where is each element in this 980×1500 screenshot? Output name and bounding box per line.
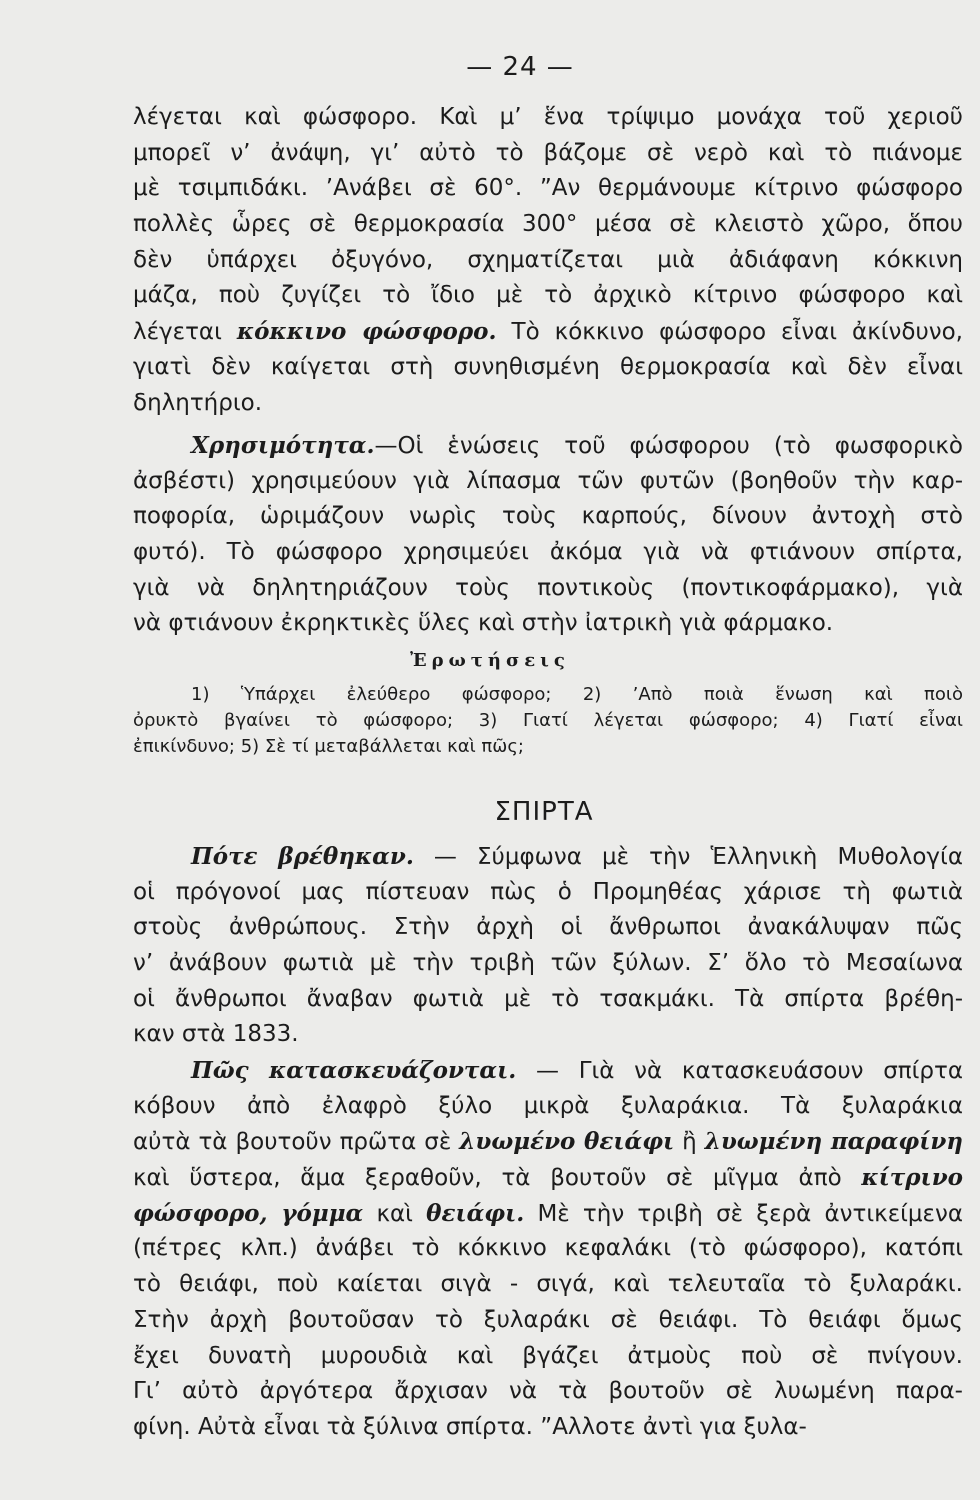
text-line: γιατὶ δὲν καίγεται στὴ συνηθισμένη θερμοκρασία καὶ δὲν εἶναι: [133, 353, 963, 380]
paragraph-usefulness: [133, 428, 963, 642]
text-line: [133, 1160, 963, 1196]
text-line: ν’ ἀνάβουν φωτιὰ μὲ τὴν τριβὴ τῶν ξύλων. Σ’ ὅλο τὸ Μεσαίωνα: [133, 950, 963, 977]
text-line: οἱ ἄνθρωποι ἄναβαν φωτιὰ μὲ τὸ τσακμάκι. Τὰ σπίρτα βρέθη-: [133, 985, 963, 1012]
text-line: δὲν ὑπάρχει ὀξυγόνο, σχηματίζεται μιὰ ἀδιάφανη κόκκινη: [133, 246, 963, 273]
section-heading-matches: ΣΠΙΡΤΑ: [494, 797, 594, 827]
questions-title: Ἐρωτήσεις: [410, 650, 570, 671]
paragraph-when-found: [133, 839, 963, 1053]
emphasis-term: Χρησιμότητα.: [191, 432, 375, 459]
text-line: τὸ θειάφι, ποὺ καίεται σιγὰ - σιγά, καὶ τελευταῖα τὸ ξυλαράκι.: [133, 1271, 963, 1298]
text-line: ἔχει δυνατὴ μυρουδιὰ καὶ βγάζει ἀτμοὺς ποὺ σὲ πνίγουν.: [133, 1342, 963, 1369]
text-line: [133, 839, 963, 875]
text-run: καὶ: [363, 1200, 427, 1227]
paragraph-phosphorus-properties: [133, 100, 963, 421]
text-line: Στὴν ἀρχὴ βουτοῦσαν τὸ ξυλαράκι σὲ θειάφι. Τὸ θειάφι ὅμως: [133, 1306, 963, 1333]
text-run: — Γιὰ νὰ κατασκευάσουν σπίρτα: [516, 1058, 964, 1084]
text-run: — Σύμφωνα μὲ τὴν Ἑλληνικὴ Μυθολογία: [413, 844, 963, 870]
text-run: καὶ ὕστερα, ἅμα ξεραθοῦν, τὰ βουτοῦν σὲ μῖγμα ἀπὸ: [133, 1165, 862, 1192]
text-line: γιὰ νὰ δηλητηριάζουν τοὺς ποντικοὺς (ποντικοφάρμακο), γιὰ: [133, 574, 963, 601]
text-line: μπορεῖ ν’ ἀνάψη, γι’ αὐτὸ τὸ βάζομε σὲ νερὸ καὶ τὸ πιάνομε: [133, 139, 963, 166]
questions-list: [133, 682, 963, 760]
text-run: Μὲ τὴν τριβὴ σὲ ξερὰ ἀντικείμενα: [524, 1200, 963, 1227]
text-run: αὐτὰ τὰ βουτοῦν πρῶτα σὲ: [133, 1129, 460, 1156]
emphasis-term: κόκκινο φώσφορο.: [236, 318, 497, 346]
emphasis-term: φώσφορο, γόμμα: [133, 1199, 364, 1227]
text-line: δηλητήριο.: [133, 389, 263, 416]
emphasis-term: κίτρινο: [861, 1164, 963, 1192]
text-line: στοὺς ἀνθρώπους. Στὴν ἀρχὴ οἱ ἄνθρωποι ἀνακάλυψαν πῶς: [133, 914, 963, 941]
text-line: (πέτρες κλπ.) ἀνάβει τὸ κόκκινο κεφαλάκι (τὸ φώσφορο), κατόπι: [133, 1235, 963, 1262]
text-line: μὲ τσιμπιδάκι. ’Ανάβει σὲ 60°. ”Αν θερμάνουμε κίτρινο φώσφορο: [133, 175, 963, 202]
text-line: φίνη. Αὐτὰ εἶναι τὰ ξύλινα σπίρτα. ”Αλλοτε ἀντὶ για ξυλα-: [133, 1413, 807, 1440]
text-run: ἢ: [674, 1129, 705, 1156]
text-line: μάζα, ποὺ ζυγίζει τὸ ἴδιο μὲ τὸ ἀρχικὸ κίτρινο φώσφορο καὶ: [133, 282, 963, 309]
text-line: ἐπικίνδυνο; 5) Σὲ τί μεταβάλλεται καὶ πῶς;: [133, 736, 524, 757]
text-line: ποφορία, ὡριμάζουν νωρὶς τοὺς καρπούς, δίνουν ἀντοχὴ στὸ: [133, 503, 963, 530]
text-run: Τὸ κόκκινο φώσφορο εἶναι ἀκίνδυνο,: [496, 319, 963, 346]
text-line: φυτό). Τὸ φώσφορο χρησιμεύει ἀκόμα γιὰ νὰ φτιάνουν σπίρτα,: [133, 539, 963, 566]
text-line: [133, 314, 963, 350]
text-line: κόβουν ἀπὸ ἐλαφρὸ ξύλο μικρὰ ξυλαράκια. Τὰ ξυλαράκια: [133, 1092, 963, 1119]
page-number: — 24 —: [466, 52, 574, 82]
emphasis-term: θειάφι.: [426, 1199, 525, 1227]
text-line: Γι’ αὐτὸ ἀργότερα ἄρχισαν νὰ τὰ βουτοῦν σὲ λυωμένη παρα-: [133, 1378, 963, 1405]
text-run: —Οἱ ἑνώσεις τοῦ φώσφορου (τὸ φωσφορικὸ: [374, 433, 963, 459]
emphasis-term: λυωμένη παραφίνη: [704, 1128, 963, 1156]
text-line: 1) Ὑπάρχει ἐλεύθερο φώσφορο; 2) ’Απὸ ποιὰ ἕνωση καὶ ποιὸ: [191, 684, 963, 705]
text-line: [133, 1124, 963, 1160]
text-run: λέγεται: [133, 319, 237, 346]
text-line: [133, 1196, 963, 1232]
text-line: πολλὲς ὧρες σὲ θερμοκρασία 300° μέσα σὲ κλειστὸ χῶρο, ὅπου: [133, 211, 963, 238]
text-line: [133, 428, 963, 464]
text-line: λέγεται καὶ φώσφορο. Καὶ μ’ ἕνα τρίψιμο μονάχα τοῦ χεριοῦ: [133, 104, 963, 130]
text-line: καν στὰ 1833.: [133, 1021, 299, 1048]
text-line: ἀσβέστι) χρησιμεύουν γιὰ λίπασμα τῶν φυτῶν (βοηθοῦν τὴν καρ-: [133, 467, 963, 494]
emphasis-term: λυωμένο θειάφι: [459, 1128, 675, 1156]
paragraph-how-made: [133, 1053, 963, 1446]
text-line: οἱ πρόγονοί μας πίστευαν πὼς ὁ Προμηθέας χάρισε τὴ φωτιὰ: [133, 878, 963, 905]
emphasis-term: Πότε βρέθηκαν.: [191, 843, 414, 870]
text-line: ὀρυκτὸ βγαίνει τὸ φώσφορο; 3) Γιατί λέγεται φώσφορο; 4) Γιατί εἶναι: [133, 710, 963, 731]
text-line: νὰ φτιάνουν ἐκρηκτικὲς ὕλες καὶ στὴν ἰατρικὴ γιὰ φάρμακο.: [133, 610, 834, 637]
emphasis-term: Πῶς κατασκευάζονται.: [191, 1057, 517, 1084]
text-line: [133, 1053, 963, 1089]
